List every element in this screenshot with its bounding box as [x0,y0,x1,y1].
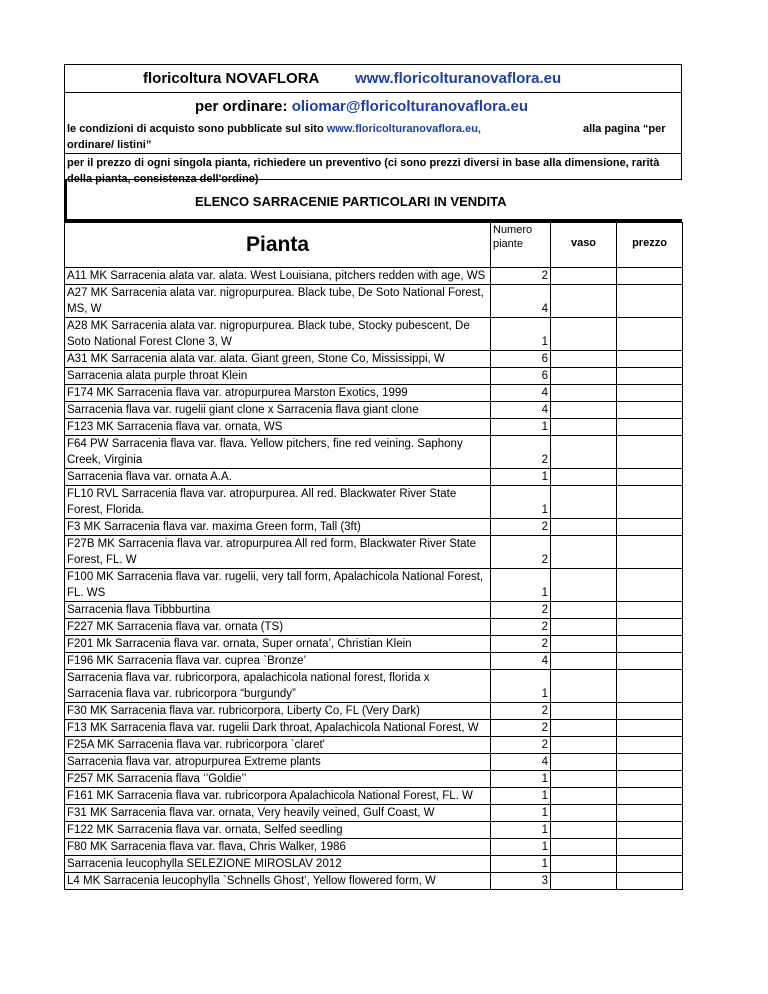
plant-name: Sarracenia flava var. ornata A.A. [65,469,491,486]
order-info [64,92,682,185]
price-cell [617,653,683,670]
conditions-text [67,121,679,153]
price-cell [617,569,683,602]
plant-quantity: 1 [491,771,551,788]
pot-cell [551,788,617,805]
price-cell [617,839,683,856]
shop-name: floricoltura NOVAFLORA [143,70,320,87]
plant-name: FL10 RVL Sarracenia flava var. atropurpurea. All red. Blackwater River State Forest, Florida. [65,486,491,519]
table-row [65,536,683,569]
conditions-page: alla pagina “per [583,123,666,135]
pot-cell [551,720,617,737]
plant-name: F201 Mk Sarracenia flava var. ornata, Super ornata’, Christian Klein [65,636,491,653]
plant-name: F227 MK Sarracenia flava var. ornata (TS) [65,619,491,636]
pot-cell [551,385,617,402]
plant-quantity: 6 [491,351,551,368]
plant-name: F80 MK Sarracenia flava var. flava, Chris Walker, 1986 [65,839,491,856]
price-cell [617,754,683,771]
pot-cell [551,873,617,890]
plant-quantity: 3 [491,873,551,890]
plant-name: F13 MK Sarracenia flava var. rugelii Dark throat, Apalachicola National Forest, W [65,720,491,737]
price-cell [617,318,683,351]
plant-quantity: 1 [491,419,551,436]
plant-quantity: 1 [491,569,551,602]
price-cell [617,469,683,486]
table-row [65,436,683,469]
plant-name: F123 MK Sarracenia flava var. ornata, WS [65,419,491,436]
plant-quantity: 2 [491,636,551,653]
plant-name: Sarracenia flava Tibbburtina [65,602,491,619]
pot-cell [551,670,617,703]
price-cell [617,519,683,536]
pot-cell [551,602,617,619]
price-cell [617,351,683,368]
pot-cell [551,419,617,436]
price-cell [617,703,683,720]
plant-quantity: 2 [491,519,551,536]
column-header-numero: Numero piante [491,223,551,268]
table-row [65,839,683,856]
plant-table [64,222,683,890]
table-row [65,703,683,720]
table-row [65,805,683,822]
table-row [65,268,683,285]
pot-cell [551,636,617,653]
price-cell [617,873,683,890]
plant-quantity: 4 [491,653,551,670]
table-row [65,285,683,318]
plant-name: F25A MK Sarracenia flava var. rubricorpora `claret' [65,737,491,754]
plant-name: F174 MK Sarracenia flava var. atropurpurea Marston Exotics, 1999 [65,385,491,402]
price-cell [617,619,683,636]
plant-quantity: 2 [491,703,551,720]
pot-cell [551,285,617,318]
price-cell [617,670,683,703]
plant-quantity: 2 [491,536,551,569]
plant-name: A28 MK Sarracenia alata var. nigropurpurea. Black tube, Stocky pubescent, De Soto National Forest Clone 3, W [65,318,491,351]
table-row [65,519,683,536]
pot-cell [551,368,617,385]
pot-cell [551,703,617,720]
table-row [65,720,683,737]
table-row [65,737,683,754]
table-header [65,223,683,268]
plant-name: A27 MK Sarracenia alata var. nigropurpurea. Black tube, De Soto National Forest, MS, W [65,285,491,318]
table-row [65,670,683,703]
plant-name: Sarracenia flava var. rubricorpora, apalachicola national forest, florida x Sarracenia flava var. rubricorpora “burgundy” [65,670,491,703]
column-header-vaso: vaso [551,223,617,268]
table-row [65,469,683,486]
plant-quantity: 2 [491,268,551,285]
pot-cell [551,268,617,285]
price-cell [617,536,683,569]
plant-name: F161 MK Sarracenia flava var. rubricorpora Apalachicola National Forest, FL. W [65,788,491,805]
price-cell [617,805,683,822]
pot-cell [551,469,617,486]
plant-quantity: 1 [491,839,551,856]
table-row [65,385,683,402]
pot-cell [551,318,617,351]
pot-cell [551,486,617,519]
plant-name: F100 MK Sarracenia flava var. rugelii, very tall form, Apalachicola National Forest, FL. WS [65,569,491,602]
plant-name: Sarracenia flava var. atropurpurea Extreme plants [65,754,491,771]
price-note: per il prezzo di ogni singola pianta, richiedere un preventivo (ci sono prezzi diversi in base alla dimensione, rarità della pianta, consistenza dell'ordine) [67,157,660,185]
list-title: ELENCO SARRACENIE PARTICOLARI IN VENDITA [195,194,507,209]
table-row [65,754,683,771]
pot-cell [551,402,617,419]
plant-quantity: 1 [491,822,551,839]
pot-cell [551,653,617,670]
price-cell [617,771,683,788]
price-cell [617,602,683,619]
table-row [65,318,683,351]
plant-name: L4 MK Sarracenia leucophylla `Schnells Ghost’, Yellow flowered form, W [65,873,491,890]
table-row [65,402,683,419]
conditions-page-cont: ordinare/ listini” [67,139,152,151]
pot-cell [551,822,617,839]
divider [65,153,681,154]
order-email[interactable]: oliomar@floricolturanovaflora.eu [291,98,529,115]
plant-name: F27B MK Sarracenia flava var. atropurpurea All red form, Blackwater River State Forest, FL. W [65,536,491,569]
table-row [65,856,683,873]
table-row [65,602,683,619]
plant-name: Sarracenia flava var. rugelii giant clone x Sarracenia flava giant clone [65,402,491,419]
order-prefix: per ordinare: [195,98,288,115]
plant-name: A11 MK Sarracenia alata var. alata. West Louisiana, pitchers redden with age, WS [65,268,491,285]
table-row [65,619,683,636]
plant-quantity: 2 [491,602,551,619]
plant-name: F64 PW Sarracenia flava var. flava. Yellow pitchers, fine red veining. Saphony Creek, Virginia [65,436,491,469]
pot-cell [551,619,617,636]
pot-cell [551,519,617,536]
plant-name: F30 MK Sarracenia flava var. rubricorpora, Liberty Co, FL (Very Dark) [65,703,491,720]
table-row [65,368,683,385]
table-row [65,771,683,788]
price-cell [617,720,683,737]
price-cell [617,856,683,873]
plant-quantity: 1 [491,788,551,805]
plant-name: F3 MK Sarracenia flava var. maxima Green form, Tall (3ft) [65,519,491,536]
price-cell [617,788,683,805]
pot-cell [551,436,617,469]
list-title-box [64,180,682,222]
price-cell [617,268,683,285]
plant-quantity: 1 [491,318,551,351]
plant-name: F122 MK Sarracenia flava var. ornata, Selfed seedling [65,822,491,839]
plant-quantity: 2 [491,720,551,737]
plant-name: A31 MK Sarracenia alata var. alata. Giant green, Stone Co, Mississippi, W [65,351,491,368]
price-cell [617,419,683,436]
price-cell [617,636,683,653]
plant-quantity: 1 [491,856,551,873]
column-header-pianta: Pianta [65,223,491,268]
plant-quantity: 2 [491,619,551,636]
price-cell [617,486,683,519]
pot-cell [551,839,617,856]
price-cell [617,402,683,419]
plant-name: F31 MK Sarracenia flava var. ornata, Very heavily veined, Gulf Coast, W [65,805,491,822]
price-cell [617,737,683,754]
plant-name: F257 MK Sarracenia flava ‘’Goldie’’ [65,771,491,788]
table-row [65,419,683,436]
shop-header [64,64,682,93]
plant-quantity: 4 [491,402,551,419]
table-row [65,788,683,805]
price-cell [617,436,683,469]
price-cell [617,385,683,402]
plant-quantity: 1 [491,805,551,822]
pot-cell [551,805,617,822]
pot-cell [551,771,617,788]
table-row [65,569,683,602]
conditions-label: le condizioni di acquisto sono pubblicate sul sito [67,123,324,135]
pot-cell [551,536,617,569]
table-row [65,351,683,368]
pot-cell [551,856,617,873]
plant-quantity: 4 [491,385,551,402]
plant-quantity: 6 [491,368,551,385]
column-header-prezzo: prezzo [617,223,683,268]
plant-quantity: 4 [491,754,551,771]
plant-name: Sarracenia leucophylla SELEZIONE MIROSLAV 2012 [65,856,491,873]
table-row [65,653,683,670]
price-cell [617,822,683,839]
plant-quantity: 1 [491,670,551,703]
pot-cell [551,569,617,602]
plant-quantity: 2 [491,737,551,754]
plant-quantity: 4 [491,285,551,318]
pot-cell [551,754,617,771]
plant-quantity: 2 [491,436,551,469]
pot-cell [551,351,617,368]
order-line [195,98,528,115]
table-row [65,822,683,839]
table-row [65,636,683,653]
price-cell [617,368,683,385]
table-row [65,873,683,890]
conditions-link[interactable]: www.floricolturanovaflora.eu, [326,123,481,135]
plant-quantity: 1 [491,486,551,519]
plant-name: F196 MK Sarracenia flava var. cuprea `Bronze’ [65,653,491,670]
table-row [65,486,683,519]
plant-quantity: 1 [491,469,551,486]
website-link[interactable]: www.floricolturanovaflora.eu [355,70,562,87]
price-cell [617,285,683,318]
plant-name: Sarracenia alata purple throat Klein [65,368,491,385]
pot-cell [551,737,617,754]
